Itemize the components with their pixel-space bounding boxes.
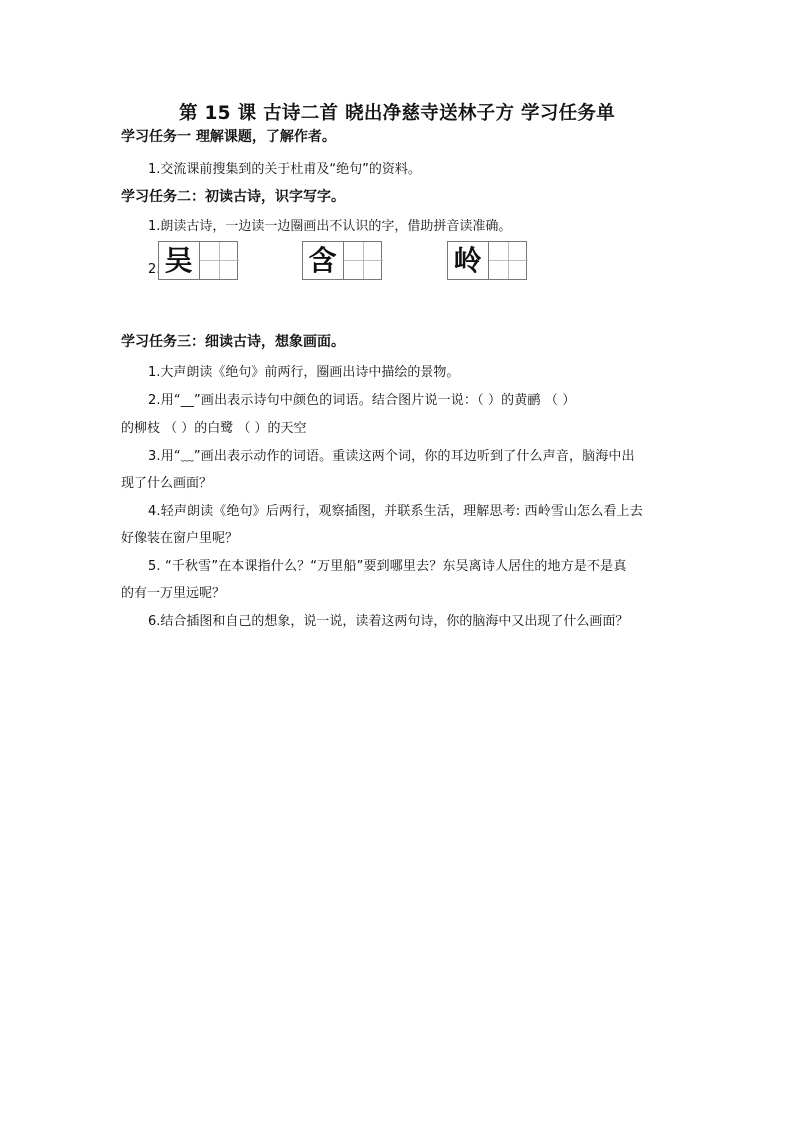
task3-item-5: 5. “千秋雪”在本课指什么？“万里船”要到哪里去？东吴离诗人居住的地方是不是真 [148, 559, 627, 574]
practice-cell [199, 242, 239, 279]
task3-item-2: 2.用“__”画出表示诗句中颜色的词语。结合图片说一说：（ ）的黄鹂 （ ） [148, 393, 576, 408]
writing-grid-1 [158, 241, 238, 280]
task3-item-2-cont: 的柳枝 （ ）的白鹭 （ ）的天空 [121, 421, 307, 436]
task3-item-1: 1.大声朗读《绝句》前两行，圈画出诗中描绘的景物。 [148, 365, 460, 380]
task2-item-1: 1.朗读古诗，一边读一边圈画出不认识的字，借助拼音读准确。 [148, 219, 512, 234]
task1-heading: 学习任务一 理解课题，了解作者。 [121, 129, 336, 145]
task3-item-6: 6.结合插图和自己的想象，说一说，读着这两句诗，你的脑海中又出现了什么画面？ [148, 614, 629, 629]
practice-cell [343, 242, 383, 279]
task3-item-4: 4.轻声朗读《绝句》后两行，观察插图，并联系生活，理解思考: 西岭雪山怎么看上去 [148, 504, 643, 519]
writing-grid-2 [302, 241, 382, 280]
practice-cell [488, 242, 528, 279]
task2-heading: 学习任务二：初读古诗，识字写字。 [121, 189, 345, 205]
task3-heading: 学习任务三：细读古诗，想象画面。 [121, 334, 345, 350]
task2-item-2-label: 2. [148, 262, 161, 277]
task3-item-4-cont: 好像装在窗户里呢？ [121, 531, 239, 546]
worksheet-title: 第 15 课 古诗二首 晓出净慈寺送林子方 学习任务单 [178, 103, 616, 124]
writing-grid-3 [447, 241, 527, 280]
task3-item-3-cont: 现了什么画面？ [121, 476, 213, 491]
grid-character: 含 [308, 244, 337, 277]
task3-item-5-cont: 的有一万里远呢？ [121, 586, 226, 601]
grid-character: 岭 [453, 244, 482, 277]
grid-character: 吴 [164, 244, 193, 277]
task3-item-3: 3.用“﹏”画出表示动作的词语。重读这两个词，你的耳边听到了什么声音，脑海中出 [148, 449, 635, 464]
task1-item-1: 1.交流课前搜集到的关于杜甫及“绝句”的资料。 [148, 162, 421, 177]
